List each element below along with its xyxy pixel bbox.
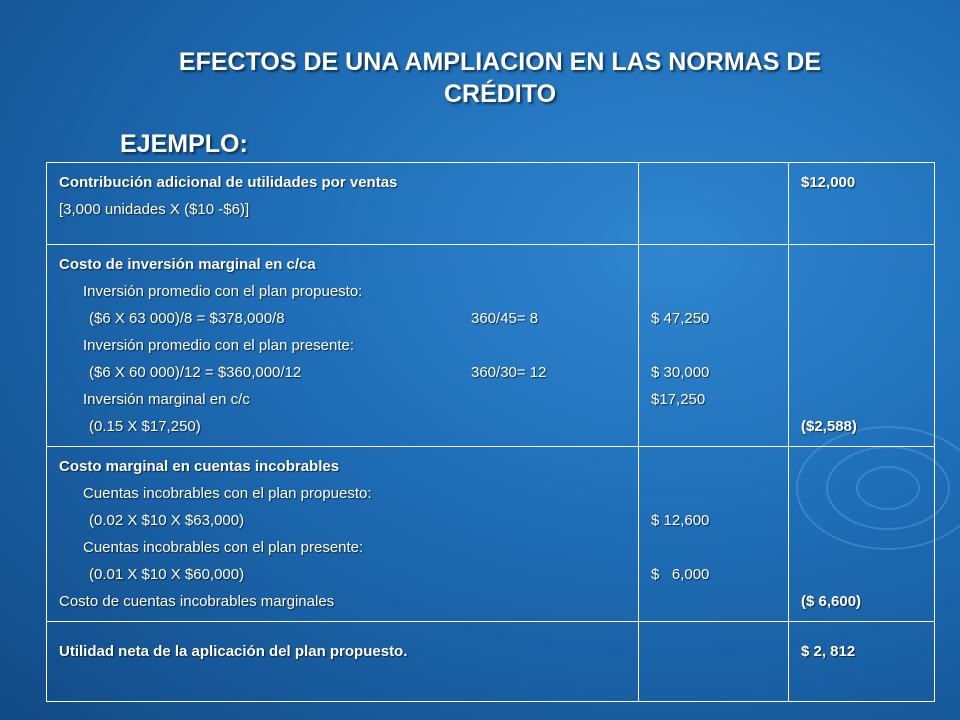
table-row [47, 447, 935, 622]
section-total: $ 2, 812 [801, 643, 856, 660]
total-cell [789, 622, 935, 702]
value-cell [639, 245, 789, 447]
value-cell [639, 447, 789, 622]
slide-title: EFECTOS DE UNA AMPLIACION EN LAS NORMAS DE CRÉDITO [178, 48, 822, 108]
section-heading: Contribución adicional de utilidades por ventas [59, 174, 398, 191]
turnover-text: 360/45= 8 [471, 310, 539, 327]
description-cell [47, 163, 639, 245]
table-row [47, 622, 935, 702]
section-total: $12,000 [801, 174, 856, 191]
calculation-line: (0.02 X $10 X $63,000) [89, 512, 245, 529]
calculation-line [59, 305, 628, 332]
turnover-text: 360/30= 12 [471, 364, 547, 381]
description-cell [47, 245, 639, 447]
calculation-line [59, 359, 628, 386]
value-cell [639, 163, 789, 245]
line-label: Cuentas incobrables con el plan presente: [83, 539, 364, 556]
section-heading: Utilidad neta de la aplicación del plan propuesto. [59, 643, 408, 660]
line-label: Inversión promedio con el plan presente: [83, 337, 354, 354]
line-label: Inversión marginal en c/c [83, 391, 250, 408]
calculation-text: ($6 X 60 000)/12 = $360,000/12 [89, 364, 302, 381]
section-heading: Costo marginal en cuentas incobrables [59, 458, 340, 475]
line-label: Cuentas incobrables con el plan propuesto: [83, 485, 372, 502]
line-label: Inversión promedio con el plan propuesto: [83, 283, 363, 300]
value-cell [639, 622, 789, 702]
calculation-line: (0.01 X $10 X $60,000) [89, 566, 245, 583]
value-amount: $17,250 [651, 391, 706, 408]
line-label: Costo de cuentas incobrables marginales [59, 593, 335, 610]
credit-analysis-table [46, 162, 935, 702]
calculation-text: ($6 X 63 000)/8 = $378,000/8 [89, 310, 285, 327]
table-row [47, 245, 935, 447]
section-total: ($2,588) [801, 418, 857, 435]
calculation-line: (0.15 X $17,250) [89, 418, 201, 435]
value-amount: $ 30,000 [651, 364, 710, 381]
section-heading: Costo de inversión marginal en c/ca [59, 256, 316, 273]
total-cell [789, 245, 935, 447]
table-row [47, 163, 935, 245]
total-cell [789, 163, 935, 245]
value-amount: $ 47,250 [651, 310, 710, 327]
total-cell [789, 447, 935, 622]
description-cell [47, 447, 639, 622]
calculation-line: [3,000 unidades X ($10 -$6)] [59, 201, 250, 218]
section-total: ($ 6,600) [801, 593, 862, 610]
value-amount: $ 6,000 [651, 566, 710, 583]
slide-subtitle: EJEMPLO: [120, 130, 248, 158]
value-amount: $ 12,600 [651, 512, 710, 529]
description-cell [47, 622, 639, 702]
